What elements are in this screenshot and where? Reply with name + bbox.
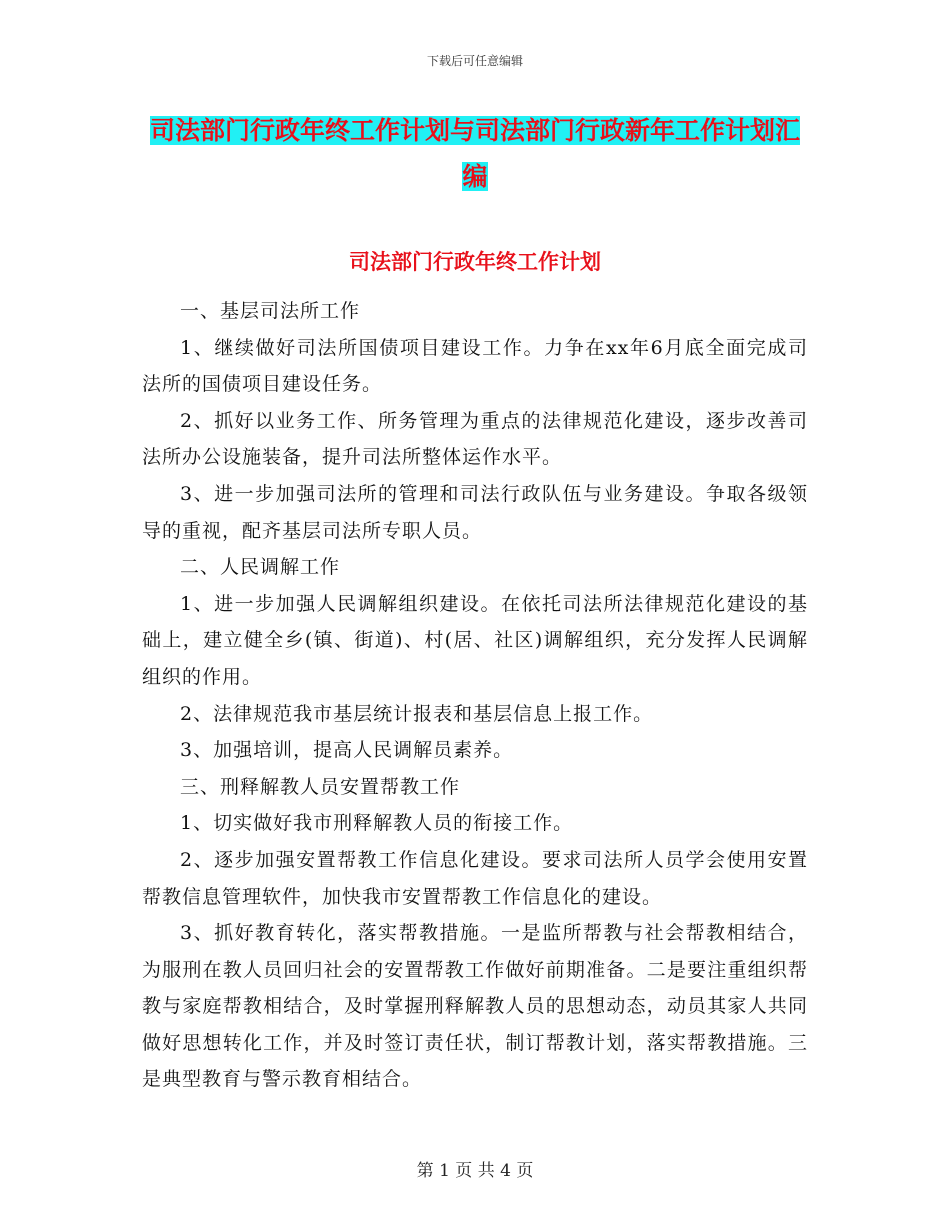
heading-1: 一、基层司法所工作 (180, 300, 361, 322)
paragraph: 1、进一步加强人民调解组织建设。在依托司法所法律规范化建设的基础上，建立健全乡(镇、街道)、村(居、社区)调解组织，充分发挥人民调解组织的作用。 (142, 592, 808, 688)
page-footer: 第 1 页 共 4 页 (416, 1161, 534, 1181)
paragraph: 1、切实做好我市刑释解教人员的衔接工作。 (180, 812, 574, 835)
document-title (140, 108, 810, 200)
paragraph: 1、继续做好司法所国债项目建设工作。力争在xx年6月底全面完成司法所的国债项目建设任务。 (142, 336, 808, 396)
paragraph: 3、抓好教育转化，落实帮教措施。一是监所帮教与社会帮教相结合，为服刑在教人员回归社会的安置帮教工作做好前期准备。二是要注重组织帮教与家庭帮教相结合，及时掌握刑释解教人员的思想动态，动员其家人共同做好思想转化工作，并及时签订责任状，制订帮教计划，落实帮教措施。三是典型教育与警示教育相结合。 (142, 922, 808, 1091)
paragraph: 2、法律规范我市基层统计报表和基层信息上报工作。 (180, 702, 654, 725)
header-note: 下载后可任意编辑 (426, 54, 523, 68)
heading-3: 三、刑释解教人员安置帮教工作 (180, 775, 461, 798)
paragraph: 3、加强培训，提高人民调解员素养。 (180, 739, 514, 762)
paragraph: 2、逐步加强安置帮教工作信息化建设。要求司法所人员学会使用安置帮教信息管理软件，加快我市安置帮教工作信息化的建设。 (142, 848, 808, 908)
paragraph: 2、抓好以业务工作、所务管理为重点的法律规范化建设，逐步改善司法所办公设施装备，提升司法所整体运作水平。 (142, 409, 808, 469)
section-title: 司法部门行政年终工作计划 (349, 250, 601, 274)
heading-2: 二、人民调解工作 (180, 556, 341, 579)
document-body (142, 293, 808, 1098)
document-title-text: 司法部门行政年终工作计划与司法部门行政新年工作计划汇编 (149, 116, 800, 191)
paragraph: 3、进一步加强司法所的管理和司法行政队伍与业务建设。争取各级领导的重视，配齐基层司法所专职人员。 (142, 482, 808, 542)
